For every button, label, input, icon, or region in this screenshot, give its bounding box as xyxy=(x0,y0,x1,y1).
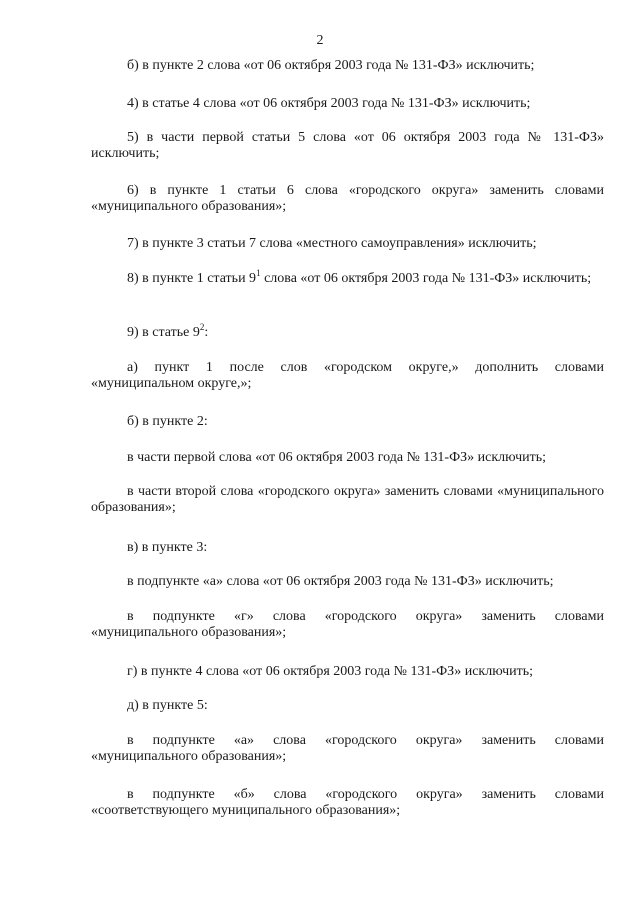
paragraph: в подпункте «а» слова «от 06 октября 2003 года № 131-ФЗ» исключить; xyxy=(127,574,554,589)
paragraph: в подпункте «а» слова «городского округа» заменить словами «муниципального образования»; xyxy=(91,733,604,764)
paragraph: 4) в статье 4 слова «от 06 октября 2003 года № 131-ФЗ» исключить; xyxy=(127,96,531,111)
paragraph-text: 8) в пункте 1 статьи 9 xyxy=(127,271,257,286)
paragraph: в подпункте «б» слова «городского округа» заменить словами «соответствующего муниципального образования»; xyxy=(91,787,604,818)
paragraph: в части второй слова «городского округа» заменить словами «муниципального образования»; xyxy=(91,484,604,515)
paragraph: в части первой слова «от 06 октября 2003 года № 131-ФЗ» исключить; xyxy=(127,450,546,465)
paragraph: г) в пункте 4 слова «от 06 октября 2003 года № 131-ФЗ» исключить; xyxy=(127,664,534,679)
paragraph: 7) в пункте 3 статьи 7 слова «местного самоуправления» исключить; xyxy=(127,236,537,251)
paragraph-text: 9) в статье 9 xyxy=(127,325,200,340)
paragraph: а) пункт 1 после слов «городском округе,» дополнить словами «муниципальном округе,»; xyxy=(91,360,604,391)
paragraph-text: : xyxy=(204,325,209,340)
paragraph: 5) в части первой статьи 5 слова «от 06 октября 2003 года № 131-ФЗ» исключить; xyxy=(91,130,604,161)
paragraph: в) в пункте 3: xyxy=(127,540,208,555)
paragraph: б) в пункте 2 слова «от 06 октября 2003 года № 131-ФЗ» исключить; xyxy=(127,58,535,73)
paragraph xyxy=(127,322,604,341)
paragraph: б) в пункте 2: xyxy=(127,414,208,429)
superscript: 1 xyxy=(256,268,261,278)
paragraph: в подпункте «г» слова «городского округа» заменить словами «муниципального образования»; xyxy=(91,609,604,640)
paragraph-text: слова «от 06 октября 2003 года № 131-ФЗ» исключить; xyxy=(260,271,592,286)
paragraph: 6) в пункте 1 статьи 6 слова «городского округа» заменить словами «муниципального образования»; xyxy=(91,183,604,214)
paragraph xyxy=(91,268,604,287)
paragraph: д) в пункте 5: xyxy=(127,698,208,713)
superscript: 2 xyxy=(199,322,205,332)
page-number: 2 xyxy=(316,33,324,48)
